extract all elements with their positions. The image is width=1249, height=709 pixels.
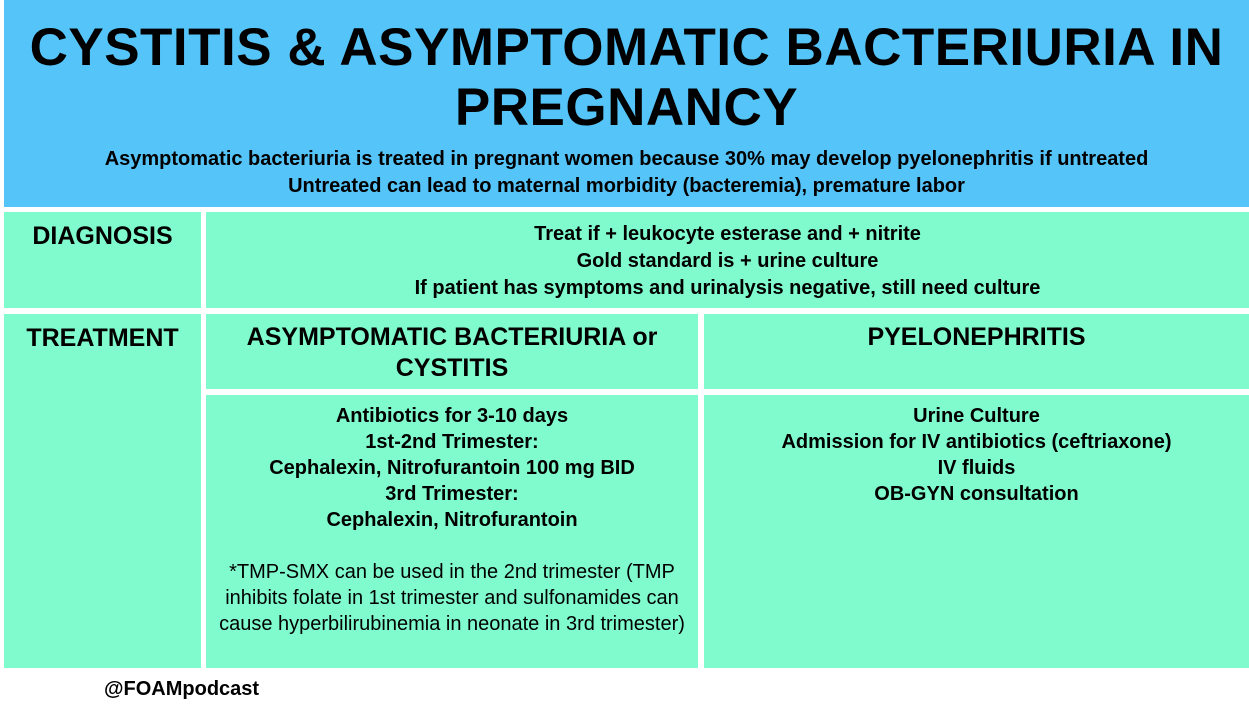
diagnosis-label: DIAGNOSIS xyxy=(4,212,201,308)
asb-line: Antibiotics for 3-10 days xyxy=(335,405,569,427)
subtitle-line: Asymptomatic bacteriuria is treated in pregnant women because 30% may develop pyelonephritis if untreated xyxy=(104,148,1149,170)
diagnosis-content xyxy=(206,212,1249,308)
pyelo-line: OB-GYN consultation xyxy=(874,483,1079,505)
treatment-label: TREATMENT xyxy=(4,314,201,668)
page-title: CYSTITIS & ASYMPTOMATIC BACTERIURIA IN PREGNANCY xyxy=(29,18,1224,137)
pyelo-line: Admission for IV antibiotics (ceftriaxone) xyxy=(781,431,1172,453)
pyelo-line: IV fluids xyxy=(937,457,1016,479)
subtitle-line: Untreated can lead to maternal morbidity (bacteremia), premature labor xyxy=(288,175,965,197)
asb-cystitis-treatment xyxy=(206,395,698,668)
diagnosis-line: Gold standard is + urine culture xyxy=(576,250,879,272)
asb-line: 1st-2nd Trimester: xyxy=(365,431,539,453)
subtitle xyxy=(4,146,1249,200)
tmp-smx-note: *TMP-SMX can be used in the 2nd trimester (TMP inhibits folate in 1st trimester and sulfonamides can cause hyperbilirubinemia in neonate in 3rd trimester) xyxy=(219,561,685,635)
asb-line: 3rd Trimester: xyxy=(385,483,519,505)
asb-cystitis-heading: ASYMPTOMATIC BACTERIURIA or CYSTITIS xyxy=(206,314,698,389)
pyelonephritis-heading: PYELONEPHRITIS xyxy=(704,314,1249,389)
asb-line: Cephalexin, Nitrofurantoin 100 mg BID xyxy=(269,457,635,479)
pyelo-line: Urine Culture xyxy=(913,405,1040,427)
diagnosis-line: Treat if + leukocyte esterase and + nitrite xyxy=(534,223,921,245)
footer-handle: @FOAMpodcast xyxy=(104,678,260,700)
header-banner xyxy=(4,0,1249,207)
pyelonephritis-treatment xyxy=(704,395,1249,668)
asb-line: Cephalexin, Nitrofurantoin xyxy=(326,509,578,531)
diagnosis-line: If patient has symptoms and urinalysis negative, still need culture xyxy=(414,277,1041,299)
